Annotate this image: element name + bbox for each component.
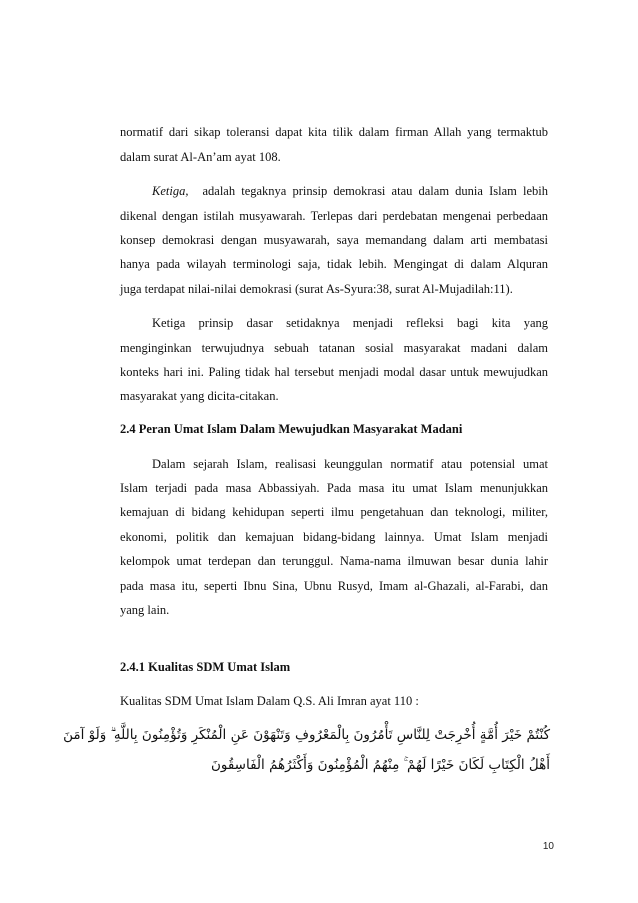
section-2-4-1-intro: Kualitas SDM Umat Islam Dalam Q.S. Ali Imran ayat 110 : xyxy=(120,694,419,708)
section-2-4-line-4: ekonomi, politik dan kemajuan bidang-bidang lainnya. Umat Islam menjadi xyxy=(120,530,548,544)
paragraph-2-lead: Ketiga, xyxy=(152,184,189,198)
quran-verse-line-2: أَهْلُ الْكِتَابِ لَكَانَ خَيْرًا لَهُمْ ۚ مِنْهُمُ الْمُؤْمِنُونَ وَأَكْثَرُهُمُ الْفَاسِقُونَ xyxy=(210,757,550,773)
paragraph-3-line-2: menginginkan terwujudnya sebuah tatanan sosial masyarakat madani dalam xyxy=(120,341,548,355)
quran-verse-line-1: كُنْتُمْ خَيْرَ أُمَّةٍ أُخْرِجَتْ لِلنَّاسِ تَأْمُرُونَ بِالْمَعْرُوفِ وَتَنْهَوْنَ عَنِ الْمُنْكَرِ وَتُؤْمِنُونَ بِاللَّهِ ۗ وَلَوْ آمَنَ xyxy=(63,727,550,743)
section-2-4-line-3: kemajuan di bidang kehidupan seperti ilmu pengetahuan dan teknologi, militer, xyxy=(120,505,548,519)
section-2-4-line-6: pada masa itu, seperti Ibnu Sina, Ubnu Rusyd, Imam al-Ghazali, al-Farabi, dan xyxy=(120,579,548,593)
paragraph-1-line-1: normatif dari sikap toleransi dapat kita tilik dalam firman Allah yang termaktub xyxy=(120,125,548,139)
paragraph-3-line-4: masyarakat yang dicita-citakan. xyxy=(120,389,279,403)
page-number: 10 xyxy=(542,841,554,852)
section-2-4-line-7: yang lain. xyxy=(120,603,170,617)
paragraph-2-line-5: juga terdapat nilai-nilai demokrasi (surat As-Syura:38, surat Al-Mujadilah:11). xyxy=(120,282,513,296)
section-2-4-heading: 2.4 Peran Umat Islam Dalam Mewujudkan Masyarakat Madani xyxy=(120,422,463,436)
paragraph-2-line-4: hanya pada wilayah terminologi saja, tidak lebih. Mengingat di dalam Alquran xyxy=(120,257,548,271)
paragraph-3-line-3: konteks hari ini. Paling tidak hal tersebut menjadi modal dasar untuk mewujudkan xyxy=(120,365,548,379)
section-2-4-line-1: Dalam sejarah Islam, realisasi keunggulan normatif atau potensial umat xyxy=(152,457,548,471)
section-2-4-line-5: kelompok umat terdepan dan terunggul. Nama-nama ilmuwan besar dunia lahir xyxy=(120,554,548,568)
paragraph-2-line-1 xyxy=(152,183,548,199)
paragraph-3-line-1: Ketiga prinsip dasar setidaknya menjadi refleksi bagi kita yang xyxy=(152,316,548,330)
section-2-4-1-heading: 2.4.1 Kualitas SDM Umat Islam xyxy=(120,660,291,674)
paragraph-2-line-3: konsep demokrasi dengan musyawarah, saya memandang dalam arti membatasi xyxy=(120,233,548,247)
paragraph-1-line-2: dalam surat Al-An’am ayat 108. xyxy=(120,150,281,164)
section-2-4-line-2: Islam terjadi pada masa Abbassiyah. Pada masa itu umat Islam menunjukkan xyxy=(120,481,548,495)
paragraph-2-line-2: dikenal dengan istilah musyawarah. Terlepas dari perdebatan mengenai perbedaan xyxy=(120,209,548,223)
paragraph-2-line-1-text: adalah tegaknya prinsip demokrasi atau dalam dunia Islam lebih xyxy=(202,184,548,198)
